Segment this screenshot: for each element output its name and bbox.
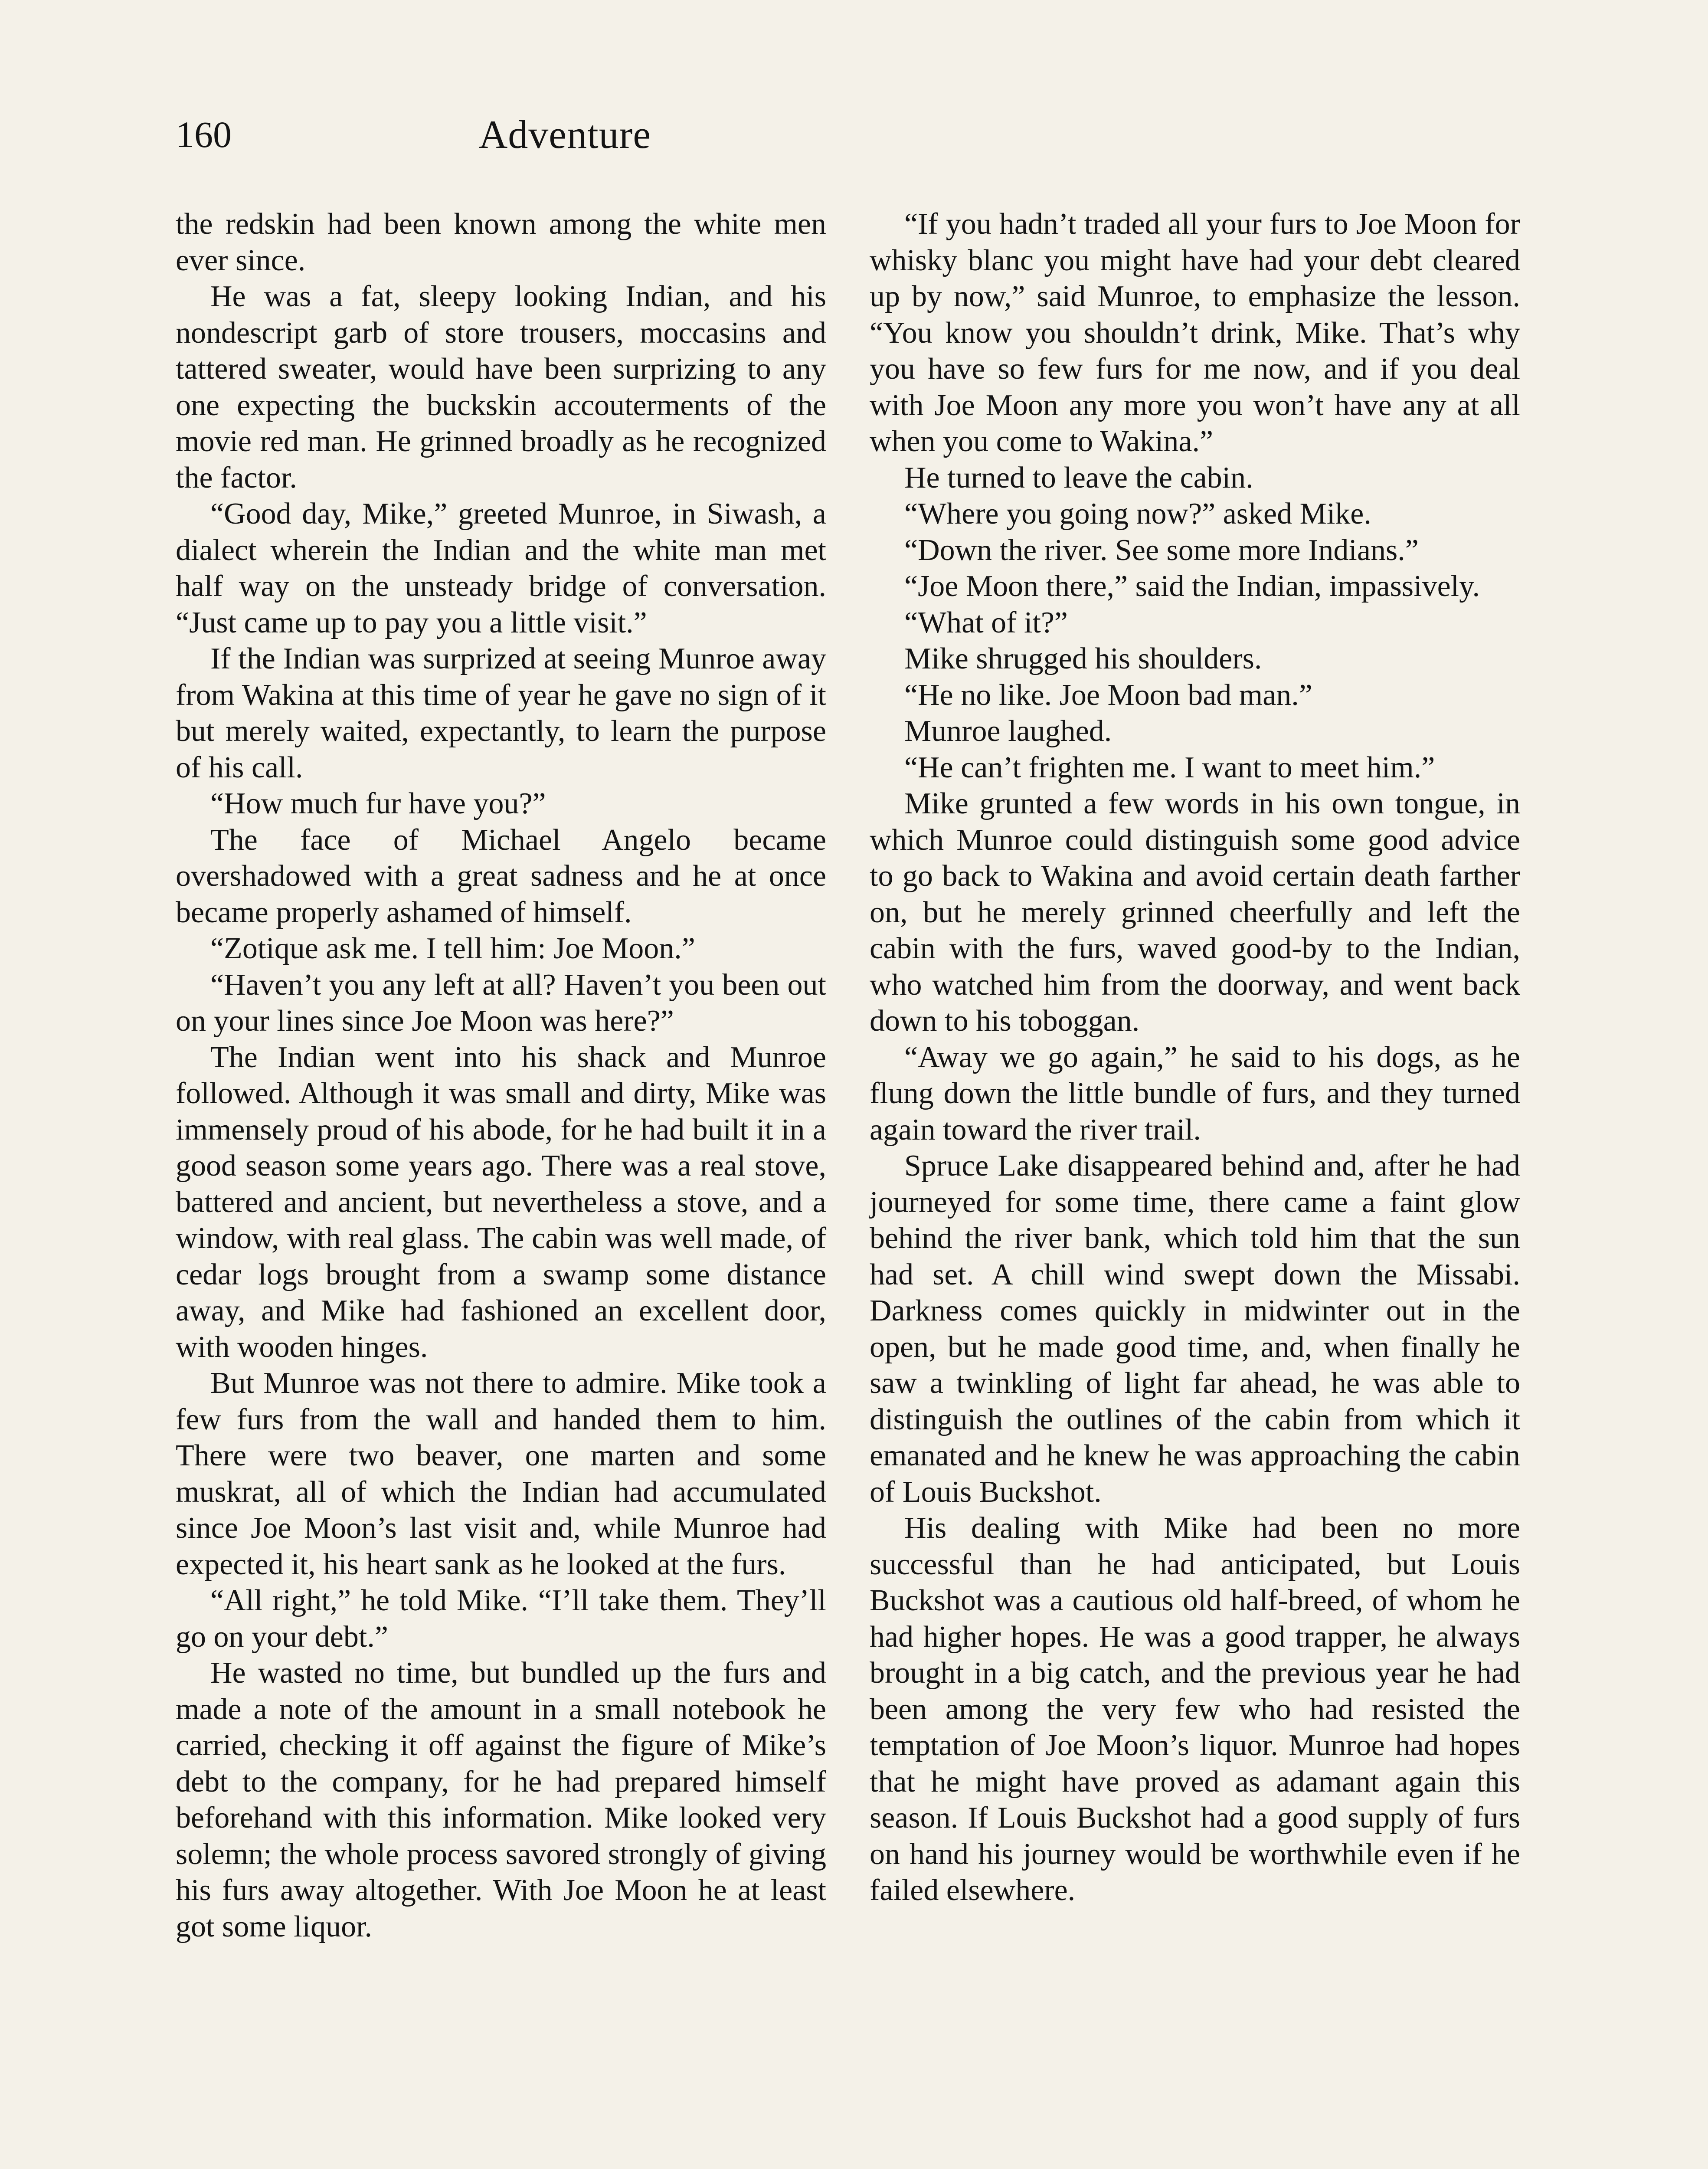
page-header	[176, 111, 954, 158]
paragraph: Spruce Lake disappeared behind and, after he had journeyed for some time, there came a faint glow behind the river bank, which told him that the sun had set. A chill wind swept down the Missabi. Darkness comes quickly in midwinter out in the open, but he made good time, and, when finally he saw a twinkling of light far ahead, he was able to distinguish the outlines of the cabin from which it emanated and he knew he was approaching the cabin of Louis Buckshot.	[870, 1149, 1520, 1509]
paragraph: “All right,” he told Mike. “I’ll take them. They’ll go on your debt.”	[176, 1584, 826, 1654]
paragraph: His dealing with Mike had been no more successful than he had anticipated, but Louis Buckshot was a cautious old half-breed, of whom he had higher hopes. He was a good trapper, he always brought in a big catch, and the previous year he had been among the very few who had resisted the temptation of Joe Moon’s liquor. Munroe had hopes that he might have proved as adamant again this season. If Louis Buckshot had a good supply of furs on hand his journey would be worthwhile even if he failed elsewhere.	[870, 1511, 1520, 1907]
paragraph: He wasted no time, but bundled up the furs and made a note of the amount in a small notebook he carried, checking it off against the figure of Mike’s debt to the company, for he had prepared himself beforehand with this information. Mike looked very solemn; the whole process savored strongly of giving his furs away altogether. With Joe Moon he at least got some liquor.	[176, 1656, 826, 1943]
paragraph: Mike shrugged his shoulders.	[904, 642, 1262, 675]
paragraph: He was a fat, sleepy looking Indian, and his nondescript garb of store trousers, moccasins and tattered sweater, would have been surprizing to any one expecting the buckskin accouterments of the movie red man. He grinned broadly as he recognized the factor.	[176, 280, 826, 495]
paragraph: “He no like. Joe Moon bad man.”	[904, 678, 1312, 712]
paragraph: “Zotique ask me. I tell him: Joe Moon.”	[210, 932, 695, 965]
paragraph: He turned to leave the cabin.	[904, 461, 1253, 495]
paragraph: Munroe laughed.	[904, 714, 1112, 748]
paragraph: “How much fur have you?”	[210, 787, 546, 820]
paragraph: The face of Michael Angelo became overshadowed with a great sadness and he at once became properly ashamed of himself.	[176, 823, 826, 929]
paragraph: “Haven’t you any left at all? Haven’t you been out on your lines since Joe Moon was here?”	[176, 968, 826, 1038]
right-column	[870, 206, 1520, 1909]
paragraph: The Indian went into his shack and Munroe followed. Although it was small and dirty, Mike was immensely proud of his abode, for he had built it in a good season some years ago. There was a real stove, battered and ancient, but nevertheless a stove, and a window, with real glass. The cabin was well made, of cedar logs brought from a swamp some distance away, and Mike had fashioned an excellent door, with wooden hinges.	[176, 1040, 826, 1364]
paragraph: “Where you going now?” asked Mike.	[904, 497, 1371, 531]
paragraph: If the Indian was surprized at seeing Munroe away from Wakina at this time of year he gave no sign of it but merely waited, expectantly, to learn the purpose of his call.	[176, 642, 826, 784]
left-column	[176, 206, 826, 1945]
paragraph: But Munroe was not there to admire. Mike took a few furs from the wall and handed them to him. There were two beaver, one marten and some muskrat, all of which the Indian had accumulated since Joe Moon’s last visit and, while Munroe had expected it, his heart sank as he looked at the furs.	[176, 1366, 826, 1581]
paragraph: “Joe Moon there,” said the Indian, impassively.	[904, 570, 1480, 603]
paragraph: “Down the river. See some more Indians.”	[904, 533, 1419, 567]
paragraph: Mike grunted a few words in his own tongue, in which Munroe could distinguish some good advice to go back to Wakina and avoid certain death farther on, but he merely grinned cheerfully and left the cabin with the furs, waved good-by to the Indian, who watched him from the doorway, and went back down to his toboggan.	[870, 787, 1520, 1038]
page-number: 160	[176, 114, 232, 155]
paragraph: the redskin had been known among the white men ever since.	[176, 207, 826, 277]
paragraph: “Away we go again,” he said to his dogs, as he flung down the little bundle of furs, and they turned again toward the river trail.	[870, 1040, 1520, 1147]
paragraph: “If you hadn’t traded all your furs to Joe Moon for whisky blanc you might have had your debt cleared up by now,” said Munroe, to emphasize the lesson. “You know you shouldn’t drink, Mike. That’s why you have so few furs for me now, and if you deal with Joe Moon any more you won’t have any at all when you come to Wakina.”	[870, 207, 1520, 458]
paragraph: “He can’t frighten me. I want to meet him.”	[904, 750, 1435, 784]
paragraph: “Good day, Mike,” greeted Munroe, in Siwash, a dialect wherein the Indian and the white man met half way on the unsteady bridge of conversation. “Just came up to pay you a little visit.”	[176, 497, 826, 639]
paragraph: “What of it?”	[904, 606, 1068, 639]
running-title: Adventure	[478, 112, 651, 157]
